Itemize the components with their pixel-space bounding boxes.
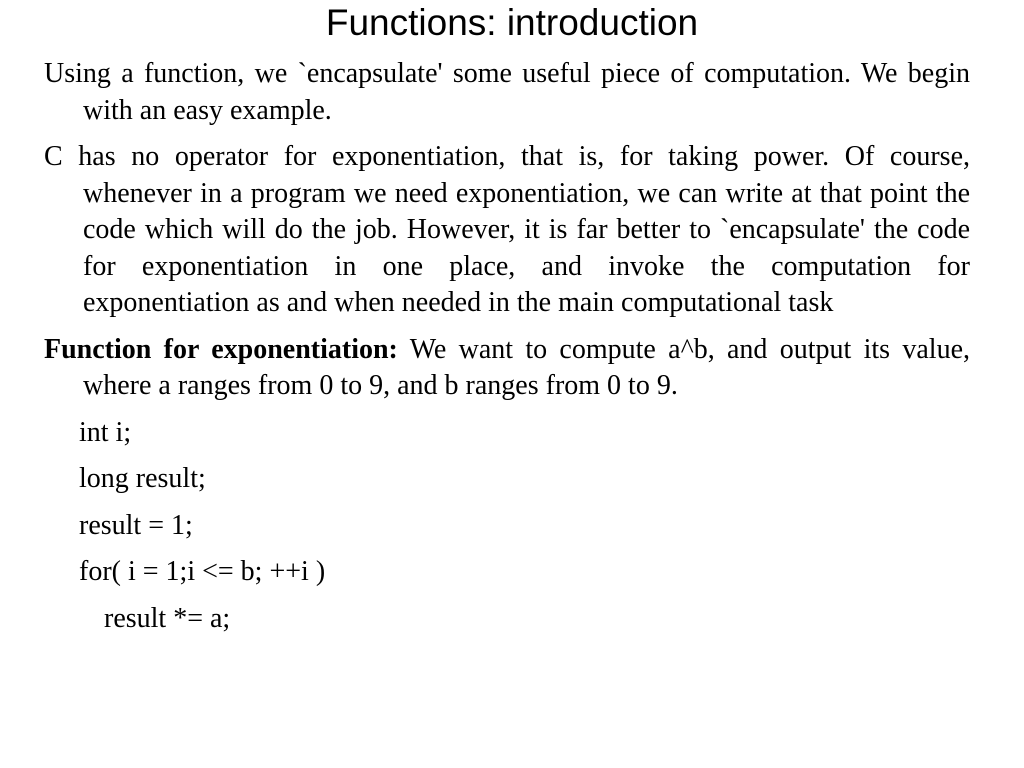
code-line: int i; xyxy=(79,416,132,448)
paragraph-function-definition xyxy=(44,332,970,405)
paragraph-definition-text: We want to compute a^b, and output its value, where a ranges from 0 to 9, and b ranges from 0 to 9. xyxy=(83,333,970,401)
code-block xyxy=(44,415,970,648)
slide-body xyxy=(44,56,970,647)
paragraph-intro xyxy=(44,56,970,129)
paragraph-motivation-text: C has no operator for exponentiation, that is, for taking power. Of course, whenever in a program we need exponentiation, we can write at that point the code which will do the job. However, it is far better to `encapsulate' the code for exponentiation in one place, and invoke the computation for exponentiation as and when needed in the main computational task xyxy=(44,141,970,318)
bold-lead-text: Function for exponentiation: xyxy=(44,333,398,365)
paragraph-intro-text: Using a function, we `encapsulate' some useful piece of computation. We begin with an easy example. xyxy=(44,58,970,126)
code-line: long result; xyxy=(79,463,206,494)
code-line-indented: result *= a; xyxy=(104,602,231,634)
paragraph-exponentiation-motivation xyxy=(44,139,970,322)
code-line: for( i = 1;i <= b; ++i ) xyxy=(79,556,326,587)
code-line: result = 1; xyxy=(79,509,193,541)
slide-title: Functions: introduction xyxy=(325,2,699,43)
